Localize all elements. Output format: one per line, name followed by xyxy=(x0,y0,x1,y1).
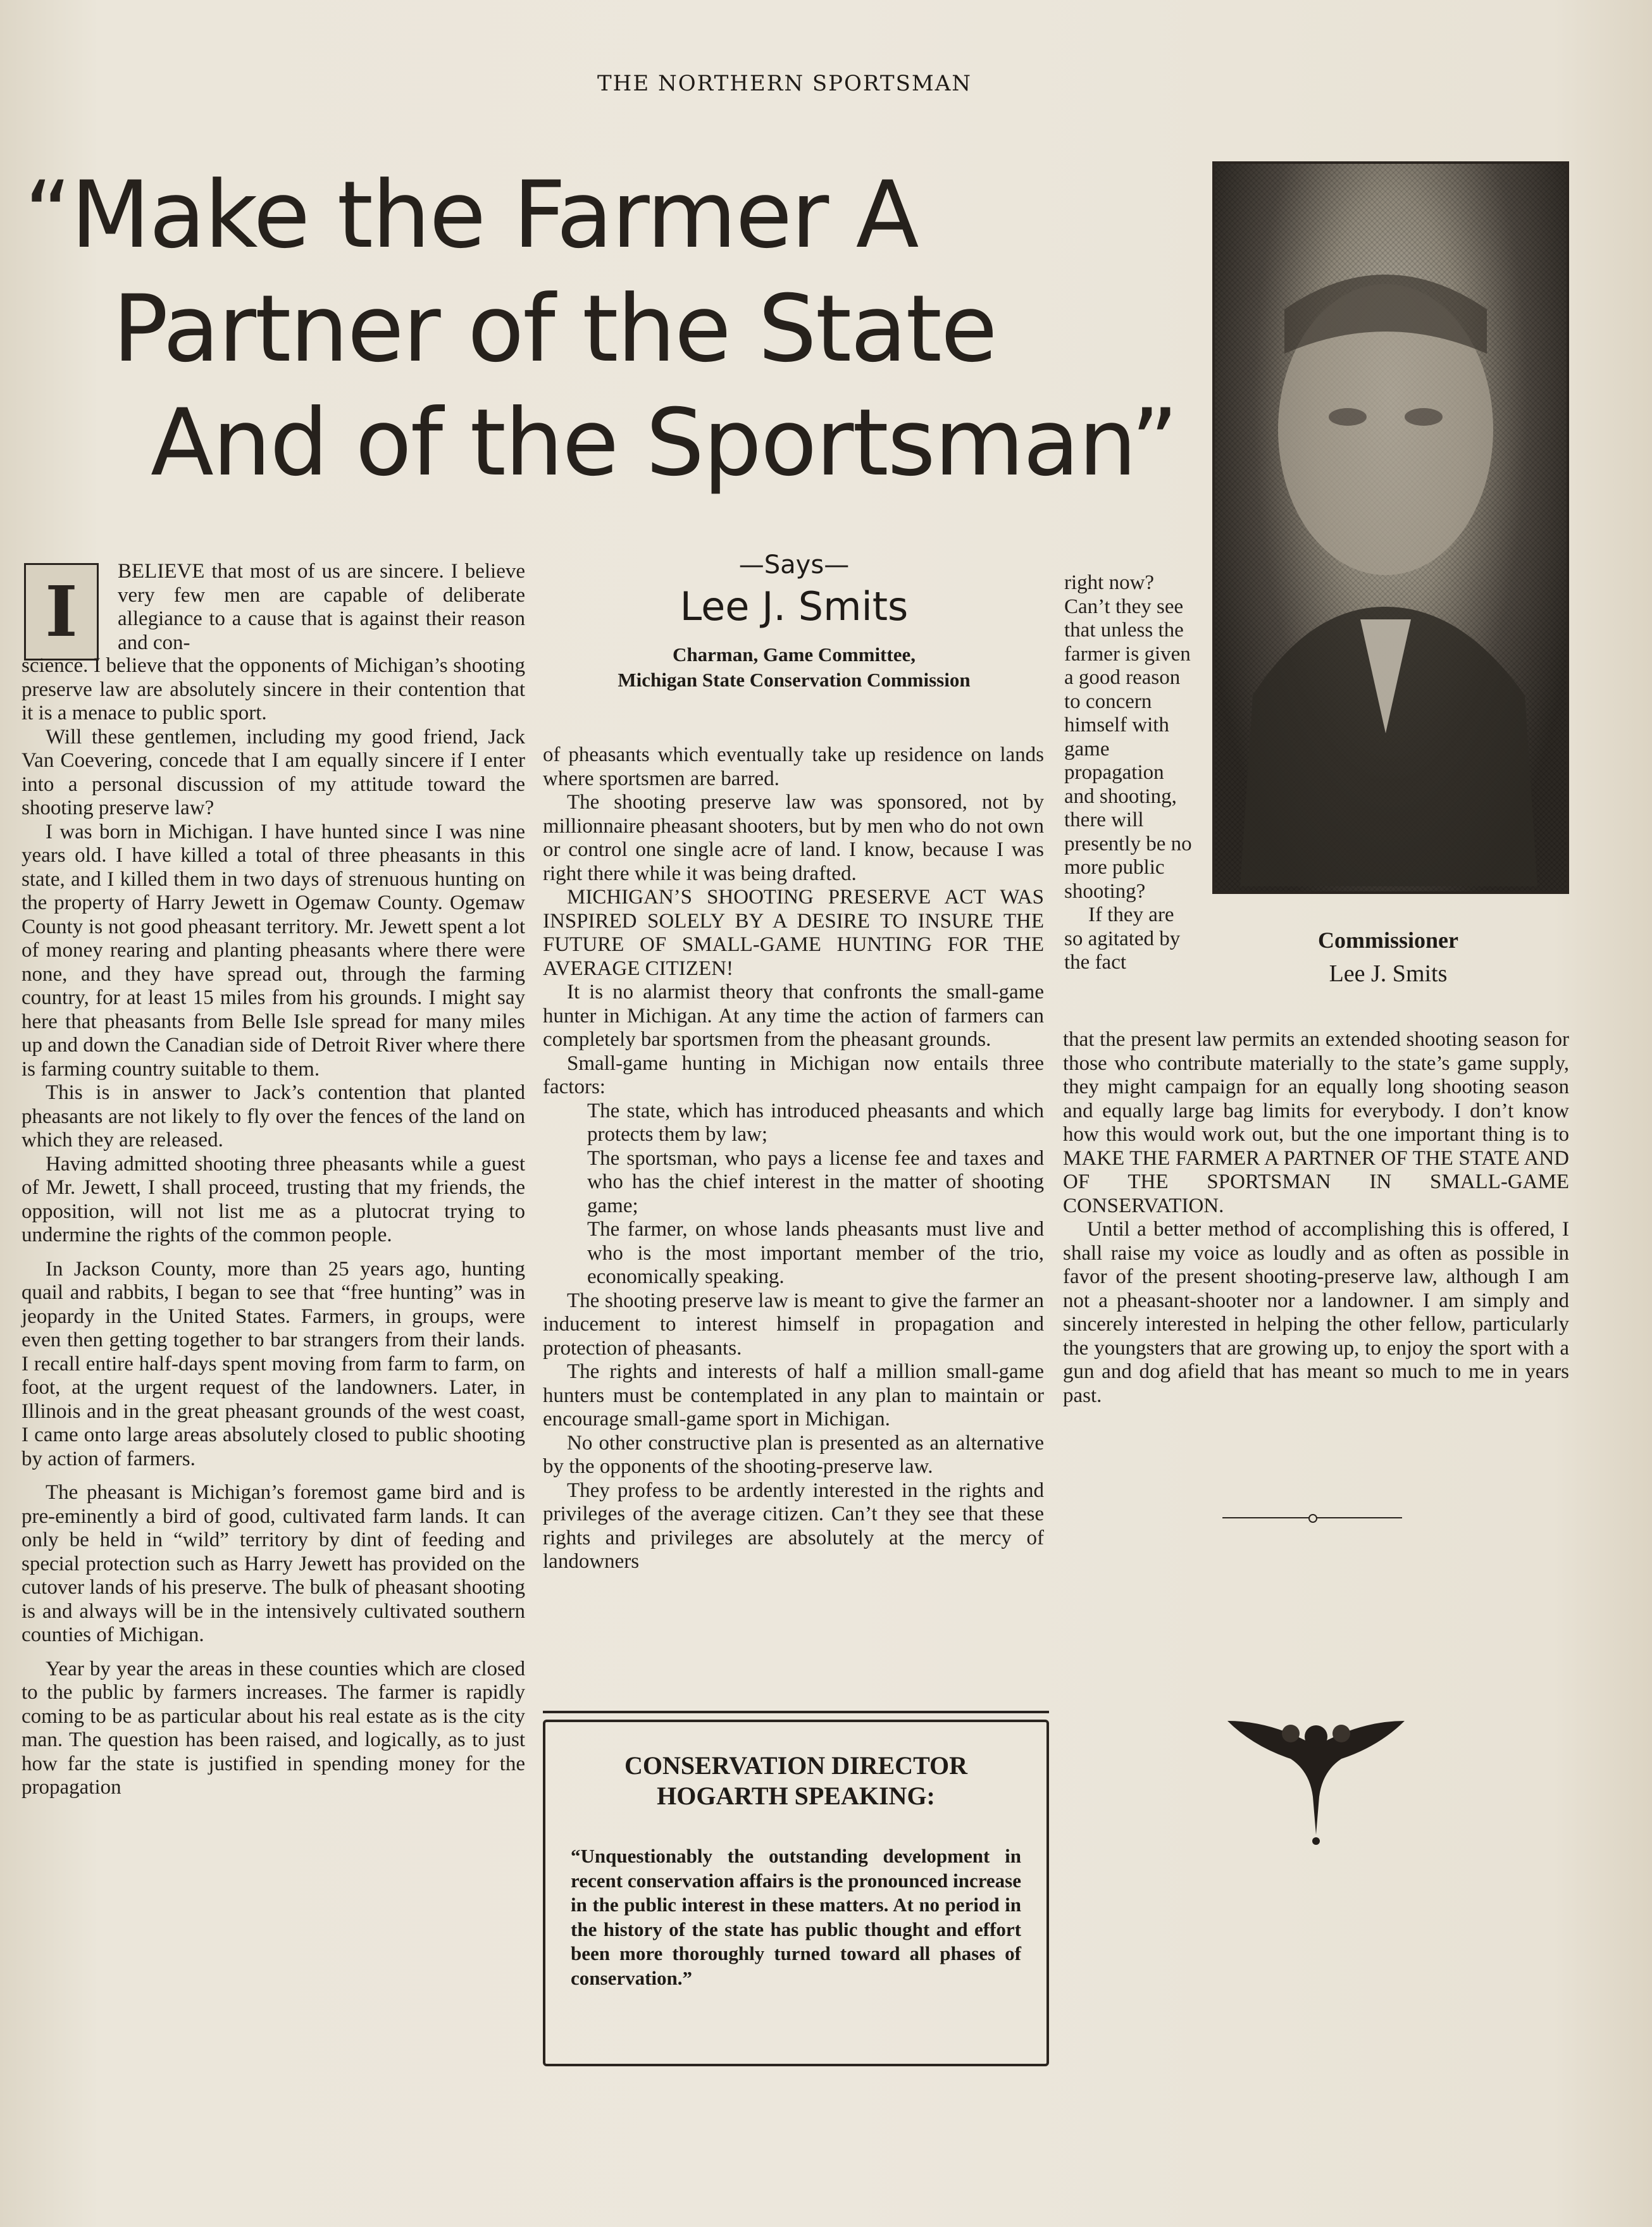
col3-paragraph: Until a better method of accomplishing this is offered, I shall raise my voice as loudly and as often as possible in favor of the present shooting-preserve law, although I am not a pheasant-shooter nor a landowner. I am simply and sincerely interested in helping the other fellow, particularly the youngsters that are growing up, to enjoy the sport with a gun and dog afield that has meant so much to me in years past. xyxy=(1063,1218,1569,1407)
box-quote: “Unquestionably the outstanding development in recent conservation affairs is the pronounced increase in the public interest in these matters. At no period in the history of the state has public thought and effort been more thoroughly turned toward all phases of conservation.” xyxy=(571,1845,1021,1989)
caption-name: Lee J. Smits xyxy=(1329,960,1448,987)
col2-paragraph: The rights and interests of half a million small-game hunters must be contemplated in any plan to maintain or encourage small-game sport in Michigan. xyxy=(543,1360,1044,1430)
portrait-caption xyxy=(1212,927,1564,988)
box-top-rule xyxy=(543,1711,1049,1713)
col1-lead xyxy=(118,560,525,655)
headline xyxy=(24,158,1226,500)
col1-paragraph: I was born in Michigan. I have hunted since I was nine years old. I have killed a total of three pheasants in this state, and I killed them in two days of strenuous hunting on the property of Harry Jewett in Ogemaw County. Ogemaw County is not good pheasant territory. Mr. Jewett spent a lot of money rearing and planting pheasants where there were none, and they have spread out, through the farming country, for at least 15 miles from his grounds. I might say here that pheasants from Belle Isle spread for many miles up and down the Canadian side of Detroit River where there is farming country suitable to them. xyxy=(22,820,525,1081)
caption-title: Commissioner xyxy=(1318,927,1458,953)
byline-says: —Says— xyxy=(738,550,850,580)
box-title-2: HOGARTH SPEAKING: xyxy=(657,1782,935,1810)
factor-item: The sportsman, who pays a license fee and taxes and who has the chief interest in the matter of shooting game; xyxy=(587,1146,1044,1217)
col1-paragraph: Year by year the areas in these counties which are closed to the public by farmers increases. The farmer is rapidly coming to be as particular about his real estate as is the city man. The question has been raised, and logically, as to just how far the state is justified in spending money for the propagation xyxy=(22,1657,525,1799)
col1-paragraph: This is in answer to Jack’s contention that planted pheasants are not likely to fly over the fences of the land on which they are released. xyxy=(22,1081,525,1151)
drop-cap-letter: I xyxy=(45,571,78,652)
column-3-narrow xyxy=(1064,571,1197,975)
col1-paragraph: In Jackson County, more than 25 years ago, hunting quail and rabbits, I began to see that “free hunting” was in jeopardy in the United States. Farmers, in groups, were even then getting together to bar strangers from their lands. I recall entire half-days spent moving from farm to farm, on foot, at the urgent request of the landowners. Later, in Illinois and in the great pheasant grounds of the west coast, I came onto large areas absolutely closed to public shooting by action of farmers. xyxy=(22,1257,525,1470)
drop-cap xyxy=(24,563,99,661)
col2-paragraph: It is no alarmist theory that confronts the small-game hunter in Michigan. At any time the action of farmers can completely bar sportsmen from the pheasant grounds. xyxy=(543,981,1044,1051)
box-title-1: CONSERVATION DIRECTOR xyxy=(624,1751,968,1780)
running-head: THE NORTHERN SPORTSMAN xyxy=(597,71,972,96)
divider-dot xyxy=(1308,1514,1317,1523)
headline-line-3: And of the Sportsman” xyxy=(151,389,1177,497)
col2-paragraph: They profess to be ardently interested in the rights and privileges of the average citizen. Can’t they see that these rights and privileges are absolutely at the mercy of landowners xyxy=(543,1479,1044,1573)
col3-narrow-text: right now? Can’t they see that unless the farmer is given a good reason to concern himself with game propagation and shooting, there will presently be no more public shooting? xyxy=(1064,571,1192,903)
factor-item: The farmer, on whose lands pheasants must live and who is the most important member of the trio, economically speaking. xyxy=(587,1218,1044,1288)
byline xyxy=(544,550,1044,693)
factors-list xyxy=(543,1100,1044,1289)
byline-name: Lee J. Smits xyxy=(680,583,909,630)
col2-paragraph: of pheasants which eventually take up residence on lands where sportsmen are barred. xyxy=(543,743,1044,790)
column-3 xyxy=(1063,1028,1569,1408)
col2-paragraph: The shooting preserve law was sponsored, not by millionnaire pheasant shooters, but by men who do not own or control one single acre of land. I know, because I was right there while it was being drafted. xyxy=(543,791,1044,885)
col2-paragraph: No other constructive plan is presented as an alternative by the opponents of the shooting-preserve law. xyxy=(543,1431,1044,1478)
col1-paragraph: The pheasant is Michigan’s foremost game bird and is pre-eminently a bird of good, cultivated farm lands. It can only be held in “wild” territory by dint of feeding and special protection such as Harry Jewett has provided on the cutover lands of his preserve. The bulk of pheasant shooting is and always will be in the intensively cultivated southern counties of Michigan. xyxy=(22,1481,525,1646)
col1-lead-text: BELIEVE that most of us are sincere. I believe very few men are capable of deliberate allegiance to a cause that is against their reason and con- xyxy=(118,560,525,654)
col3-narrow-text-2: If they are so agitated by the fact xyxy=(1064,903,1181,974)
headline-line-1: “Make the Farmer A xyxy=(24,161,918,269)
headline-line-2: Partner of the State xyxy=(113,275,997,383)
col1-paragraph: Will these gentlemen, including my good friend, Jack Van Coevering, concede that I am equally sincere if I enter into a personal discussion of my attitude toward the shooting preserve law? xyxy=(22,725,525,819)
col2-paragraph: Small-game hunting in Michigan now entails three factors: xyxy=(543,1051,1044,1098)
byline-title-2: Michigan State Conservation Commission xyxy=(618,669,971,691)
portrait-icon xyxy=(1215,164,1562,886)
quote-box xyxy=(543,1720,1049,2066)
col1-paragraph: science. I believe that the opponents of Michigan’s shooting preserve law are absolutely sincere in their contention that it is a menace to public sport. xyxy=(22,654,525,724)
column-1 xyxy=(22,654,525,1800)
col2-paragraph: MICHIGAN’S SHOOTING PRESERVE ACT WAS INSPIRED SOLELY BY A DESIRE TO INSURE THE FUTURE OF SMALL-GAME HUNTING FOR THE AVERAGE CITIZEN! xyxy=(543,886,1044,980)
factor-item: The state, which has introduced pheasants and which protects them by law; xyxy=(587,1099,1044,1146)
col1-paragraph: Having admitted shooting three pheasants while a guest of Mr. Jewett, I shall proceed, trusting that my friends, the opposition, will not list me as a plutocrat trying to undermine the rights of the common people. xyxy=(22,1152,525,1246)
portrait-photo xyxy=(1212,161,1569,894)
byline-title-1: Charman, Game Committee, xyxy=(673,643,916,666)
col3-paragraph: that the present law permits an extended shooting season for those who contribute materially to the state’s game supply, they might campaign for an equally long shooting season and equally large bag limits for everybody. I don’t know how this would work out, but the one important thing is to MAKE THE FARMER A PARTNER OF THE STATE AND OF THE SPORTSMAN IN SMALL-GAME CONSERVATION. xyxy=(1063,1028,1569,1217)
column-2 xyxy=(543,743,1044,1574)
floral-ornament-icon xyxy=(1227,1708,1405,1847)
col2-paragraph: The shooting preserve law is meant to give the farmer an inducement to interest himself in propagation and protection of pheasants. xyxy=(543,1289,1044,1360)
